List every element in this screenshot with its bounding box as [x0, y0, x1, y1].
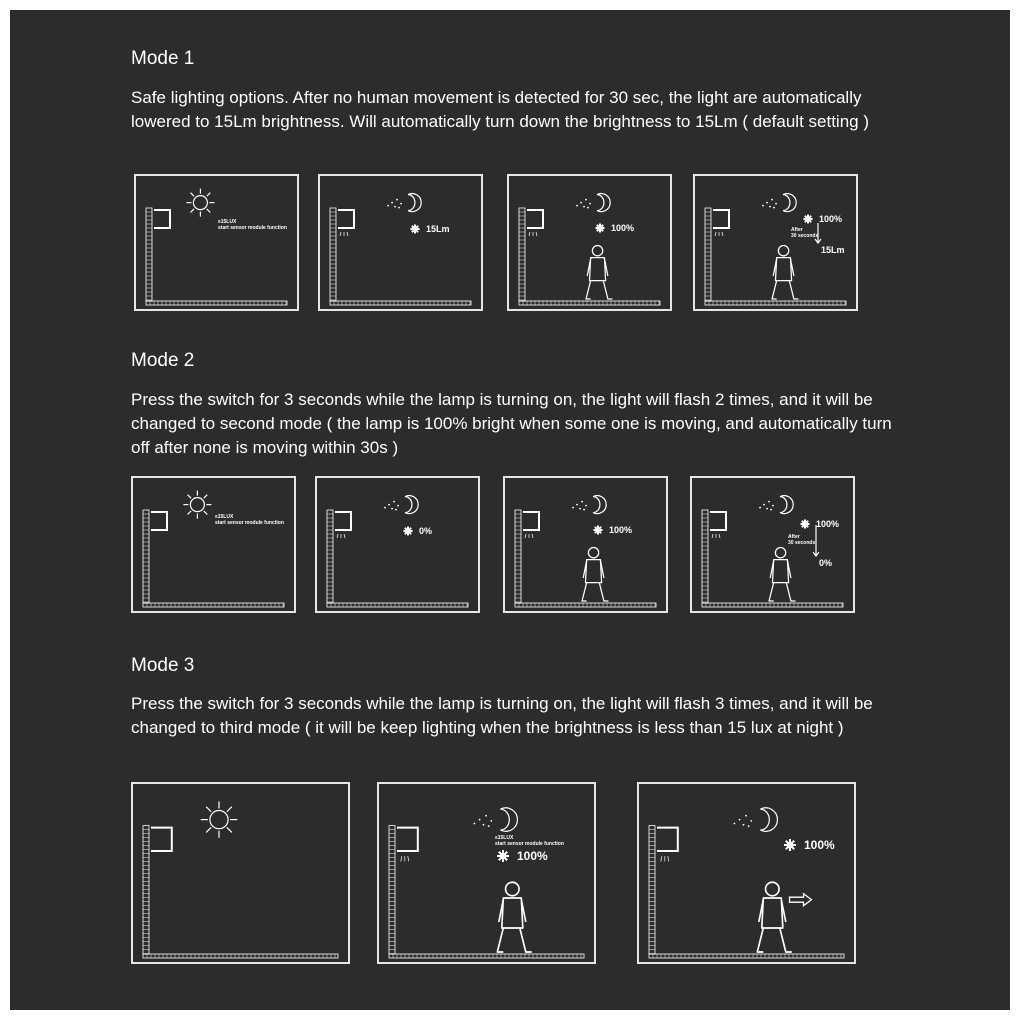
- walking-person-icon: [582, 548, 608, 601]
- brightness-after: 15Lm: [821, 245, 845, 255]
- light-burst-icon: [801, 520, 810, 529]
- moon-icon: [408, 194, 421, 212]
- after-seconds-label: 30 seconds: [791, 233, 819, 239]
- scene-drawing: [133, 478, 294, 611]
- after-label: After: [791, 227, 803, 233]
- instruction-sheet: [10, 10, 1010, 1010]
- mode-2-title: Mode 2: [131, 350, 195, 371]
- ground-icon: [327, 603, 468, 607]
- ground-icon: [389, 954, 584, 958]
- brightness-level: 100%: [517, 849, 548, 863]
- wall-icon: [327, 510, 333, 603]
- wall-icon: [702, 510, 708, 603]
- wall-lamp-icon: [523, 512, 539, 538]
- mode-2-panel-4: [690, 476, 855, 613]
- moon-icon: [780, 496, 793, 514]
- ground-icon: [143, 954, 338, 958]
- stars-icon: [384, 501, 399, 511]
- stars-icon: [474, 815, 493, 827]
- mode-3-panel-3: [637, 782, 856, 964]
- brightness-level: 15Lm: [426, 224, 450, 234]
- mode-3-description: Press the switch for 3 seconds while the lamp is turning on, the light will flash 3 times, and it will be changed to third mode ( it will be keep lighting when the brightness is less than 15 lux at night ): [131, 694, 873, 737]
- wall-icon: [143, 826, 149, 954]
- mode-2-panel-3: [503, 476, 668, 613]
- lux-note-line2: start sensor module function: [495, 841, 564, 847]
- wall-icon: [389, 826, 395, 954]
- wall-lamp-icon: [527, 210, 543, 236]
- walking-person-icon: [769, 548, 795, 601]
- mode-2-description: Press the switch for 3 seconds while the lamp is turning on, the light will flash 2 times, and it will be changed to second mode ( the lamp is 100% bright when some one is moving, and automatically turn off after none is moving within 30s ): [131, 390, 892, 457]
- sun-icon: [186, 189, 214, 217]
- stars-icon: [759, 501, 774, 511]
- wall-lamp-icon: [151, 828, 172, 851]
- stars-icon: [572, 501, 587, 511]
- light-burst-icon: [497, 850, 509, 862]
- walking-person-icon: [772, 246, 798, 299]
- brightness-level: 100%: [804, 838, 835, 852]
- mode-2-panel-1: [131, 476, 296, 613]
- sun-icon: [183, 491, 211, 519]
- after-seconds-label: 30 seconds: [788, 540, 816, 546]
- scene-drawing: [379, 784, 594, 962]
- wall-lamp-icon: [657, 828, 678, 862]
- light-burst-icon: [594, 526, 603, 535]
- ground-icon: [649, 954, 844, 958]
- moon-icon: [593, 496, 606, 514]
- ground-icon: [515, 603, 656, 607]
- wall-lamp-icon: [713, 210, 729, 236]
- wall-icon: [143, 510, 149, 603]
- walking-person-icon: [586, 246, 612, 299]
- light-burst-icon: [784, 839, 796, 851]
- scene-drawing: [505, 478, 666, 611]
- sun-icon: [201, 801, 237, 837]
- brightness-after: 0%: [819, 558, 833, 568]
- wall-lamp-icon: [335, 512, 351, 538]
- after-label: After: [788, 534, 800, 540]
- lux-note-line1: ≤15LUX: [495, 835, 514, 841]
- wall-icon: [330, 208, 336, 301]
- lux-note-line2: start sensor module function: [218, 225, 287, 231]
- wall-lamp-icon: [151, 512, 167, 530]
- lux-note-line1: ≤15LUX: [215, 514, 234, 520]
- wall-icon: [519, 208, 525, 301]
- moon-icon: [597, 194, 610, 212]
- stars-icon: [576, 199, 591, 209]
- mode-1-description: Safe lighting options. After no human movement is detected for 30 sec, the light are automatically lowered to 15Lm brightness. Will automatically turn down the brightness to 15Lm ( default setting ): [131, 88, 869, 131]
- light-burst-icon: [596, 224, 605, 233]
- brightness-level: 100%: [819, 214, 843, 224]
- stars-icon: [387, 199, 402, 209]
- light-burst-icon: [404, 527, 413, 536]
- ground-icon: [330, 301, 471, 305]
- brightness-level: 100%: [609, 525, 633, 535]
- moon-icon: [783, 194, 796, 212]
- wall-lamp-icon: [338, 210, 354, 236]
- scene-drawing: [692, 478, 853, 611]
- moon-icon: [405, 496, 418, 514]
- moon-icon: [500, 808, 517, 831]
- stars-icon: [734, 815, 753, 827]
- lux-note-line1: ≤15LUX: [218, 219, 237, 225]
- mode-1-panel-4: [693, 174, 858, 311]
- mode-1-panel-3: [507, 174, 672, 311]
- mode-1-panel-2: [318, 174, 483, 311]
- ground-icon: [146, 301, 287, 305]
- walking-person-icon: [497, 882, 532, 952]
- wall-icon: [705, 208, 711, 301]
- ground-icon: [702, 603, 843, 607]
- mode-3-title: Mode 3: [131, 655, 195, 676]
- brightness-level: 100%: [611, 223, 635, 233]
- wall-lamp-icon: [154, 210, 170, 228]
- moon-icon: [760, 808, 777, 831]
- ground-icon: [519, 301, 660, 305]
- scene-drawing: [320, 176, 481, 309]
- ground-icon: [705, 301, 846, 305]
- stars-icon: [762, 199, 777, 209]
- scene-drawing: [136, 176, 297, 309]
- walking-person-icon: [757, 882, 792, 952]
- brightness-level: 100%: [816, 519, 840, 529]
- ground-icon: [143, 603, 284, 607]
- wall-lamp-icon: [710, 512, 726, 538]
- mode-3-panel-2: [377, 782, 596, 964]
- mode-1-panel-1: [134, 174, 299, 311]
- arrow-right-icon: [790, 894, 812, 906]
- scene-drawing: [695, 176, 856, 309]
- mode-2-panel-2: [315, 476, 480, 613]
- wall-icon: [649, 826, 655, 954]
- wall-icon: [146, 208, 152, 301]
- scene-drawing: [317, 478, 478, 611]
- wall-icon: [515, 510, 521, 603]
- scene-drawing: [133, 784, 348, 962]
- lux-note-line2: start sensor module function: [215, 520, 284, 526]
- brightness-level: 0%: [419, 526, 433, 536]
- wall-lamp-icon: [397, 828, 418, 862]
- mode-1-title: Mode 1: [131, 48, 195, 69]
- scene-drawing: [509, 176, 670, 309]
- light-burst-icon: [804, 215, 813, 224]
- mode-3-panel-1: [131, 782, 350, 964]
- scene-drawing: [639, 784, 854, 962]
- light-burst-icon: [411, 225, 420, 234]
